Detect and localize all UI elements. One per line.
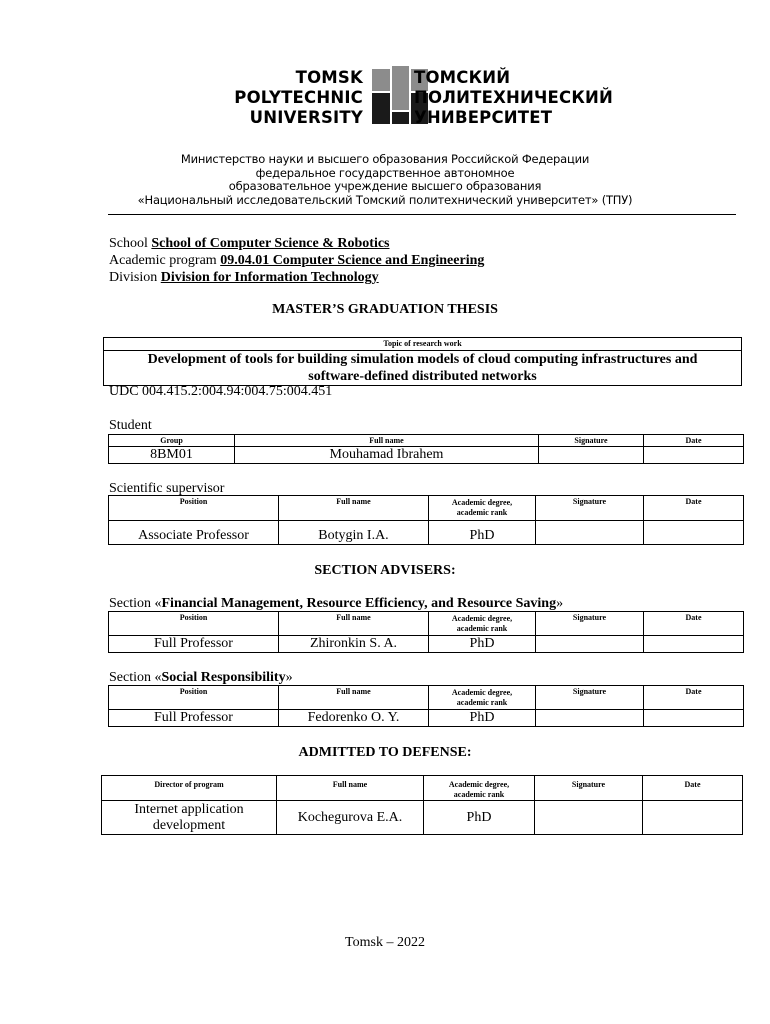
supervisor-degree: PhD bbox=[429, 521, 536, 545]
section2-position: Full Professor bbox=[109, 710, 279, 727]
supervisor-name: Botygin I.A. bbox=[279, 521, 429, 545]
admitted-heading: ADMITTED TO DEFENSE: bbox=[298, 745, 472, 760]
section-advisers-heading: SECTION ADVISERS: bbox=[314, 563, 456, 578]
section1-date bbox=[644, 636, 744, 653]
university-logo bbox=[0, 66, 770, 128]
section2-person: Fedorenko O. Y. bbox=[279, 710, 429, 727]
logo-text-russian: ТОМСКИЙ ПОЛИТЕХНИЧЕСКИЙ УНИВЕРСИТЕТ bbox=[414, 68, 614, 127]
udc-code: UDC 004.415.2:004.94:004.75:004.451 bbox=[109, 384, 333, 399]
student-name: Mouhamad Ibrahem bbox=[235, 447, 539, 464]
section1-table: Position Full name Academic degree, academic rank Signature Date Full Professor Zhironkin S. A. PhD bbox=[108, 611, 744, 653]
section2-label: Section «Social Responsibility» bbox=[109, 670, 293, 685]
director-name: Kochegurova E.A. bbox=[277, 801, 424, 835]
student-date bbox=[644, 447, 744, 464]
school-line: School School of Computer Science & Robotics bbox=[109, 236, 390, 251]
section1-degree: PhD bbox=[429, 636, 536, 653]
supervisor-label: Scientific supervisor bbox=[109, 481, 225, 496]
student-table: Group Full name Signature Date 8BM01 Mouhamad Ibrahem bbox=[108, 434, 744, 464]
header-divider bbox=[108, 214, 736, 215]
section2-degree: PhD bbox=[429, 710, 536, 727]
program-line: Academic program 09.04.01 Computer Science and Engineering bbox=[109, 253, 485, 268]
student-group: 8BM01 bbox=[109, 447, 235, 464]
student-signature bbox=[539, 447, 644, 464]
supervisor-table: Position Full name Academic degree, academic rank Signature Date Associate Professor Botygin I.A. PhD bbox=[108, 495, 744, 545]
ministry-header: Министерство науки и высшего образования Российской Федерации федеральное государственное автономное образовательное учреждение высшего образования «Национальный исследовательский Томский политехнический университет» (ТПУ) bbox=[137, 152, 633, 207]
defense-table: Director of program Full name Academic degree, academic rank Signature Date Internet application development Kochegurova E.A. PhD bbox=[101, 775, 743, 835]
section1-signature bbox=[536, 636, 644, 653]
section1-person: Zhironkin S. A. bbox=[279, 636, 429, 653]
section1-position: Full Professor bbox=[109, 636, 279, 653]
section2-signature bbox=[536, 710, 644, 727]
supervisor-date bbox=[644, 521, 744, 545]
section2-table: Position Full name Academic degree, academic rank Signature Date Full Professor Fedorenko O. Y. PhD bbox=[108, 685, 744, 727]
director-date bbox=[643, 801, 743, 835]
school-info bbox=[109, 235, 484, 286]
director-signature bbox=[535, 801, 643, 835]
thesis-heading: MASTER’S GRADUATION THESIS bbox=[272, 302, 498, 317]
topic-title: Development of tools for building simulation models of cloud computing infrastructures and software-defined distributed networks bbox=[147, 352, 698, 384]
section2-date bbox=[644, 710, 744, 727]
topic-box bbox=[103, 337, 742, 386]
director-degree: PhD bbox=[424, 801, 535, 835]
supervisor-position: Associate Professor bbox=[109, 521, 279, 545]
director-position: Internet application development bbox=[102, 801, 277, 835]
topic-caption: Topic of research work bbox=[104, 338, 741, 351]
section1-label: Section «Financial Management, Resource Efficiency, and Resource Saving» bbox=[109, 596, 564, 611]
division-line: Division Division for Information Technology bbox=[109, 270, 379, 285]
city-year: Tomsk – 2022 bbox=[345, 935, 425, 950]
logo-text-english: TOMSK POLYTECHNIC UNIVERSITY bbox=[234, 68, 363, 127]
supervisor-signature bbox=[536, 521, 644, 545]
student-label: Student bbox=[109, 418, 152, 433]
